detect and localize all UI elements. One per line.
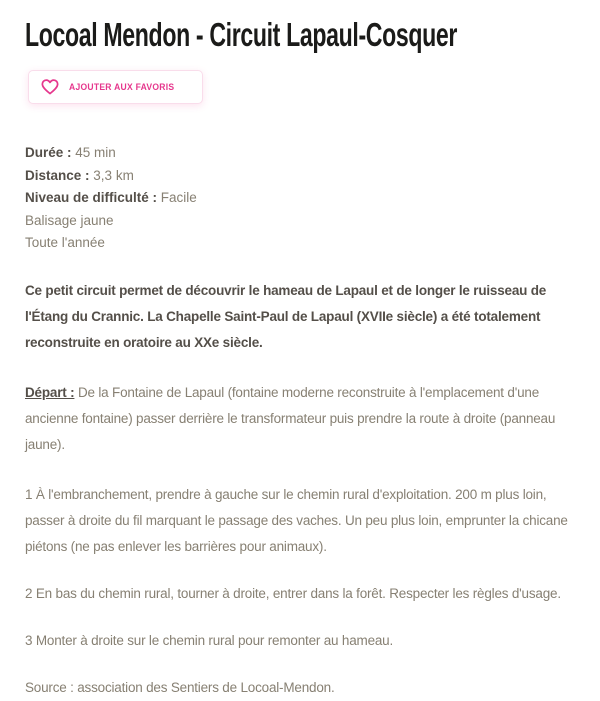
fact-season: Toute l'année: [25, 235, 105, 250]
fact-difficulty-label: Niveau de difficulté :: [25, 190, 158, 205]
heart-icon: [41, 79, 59, 95]
depart-text: De la Fontaine de Lapaul (fontaine moderne reconstruite à l'emplacement d'une ancienne fontaine) passer derrière le transformateur puis prendre la route à droite (panneau jaune).: [25, 384, 556, 452]
fact-duration: [25, 142, 575, 165]
fact-distance-label: Distance :: [25, 167, 90, 183]
fact-duration-value: 45 min: [75, 145, 116, 160]
source-line: Source : association des Sentiers de Locoal-Mendon.: [25, 679, 335, 695]
page-title: Locoal Mendon - Circuit Lapaul-Cosquer: [25, 16, 458, 53]
fact-duration-label: Durée :: [25, 145, 72, 160]
fact-difficulty-value: Facile: [160, 190, 197, 205]
step-3-paragraph: 3 Monter à droite sur le chemin rural pour remonter au hameau.: [25, 632, 394, 648]
fact-difficulty: [25, 187, 575, 210]
trail-facts: [25, 142, 575, 255]
fact-distance-value: 3,3 km: [93, 167, 134, 183]
add-to-favorites-button[interactable]: [28, 70, 203, 104]
intro-paragraph: Ce petit circuit permet de découvrir le hameau de Lapaul et de longer le ruisseau de l'Étang du Crannic. La Chapelle Saint-Paul de Lapaul (XVIIe siècle) a été totalement reconstruite en oratoire au XXe siècle.: [25, 282, 547, 350]
step-1-paragraph: 1 À l'embranchement, prendre à gauche sur le chemin rural d'exploitation. 200 m plus loin, passer à droite du fil marquant le passage des vaches. Un peu plus loin, emprunter la chicane piétons (ne pas enlever les barrières pour animaux).: [25, 486, 568, 554]
depart-paragraph: [25, 380, 575, 458]
depart-label: Départ :: [25, 384, 75, 400]
fact-distance: [25, 165, 575, 188]
add-to-favorites-label: AJOUTER AUX FAVORIS: [69, 81, 175, 93]
fact-waymarking: Balisage jaune: [25, 212, 114, 228]
step-2-paragraph: 2 En bas du chemin rural, tourner à droite, entrer dans la forêt. Respecter les règles d'usage.: [25, 585, 561, 601]
